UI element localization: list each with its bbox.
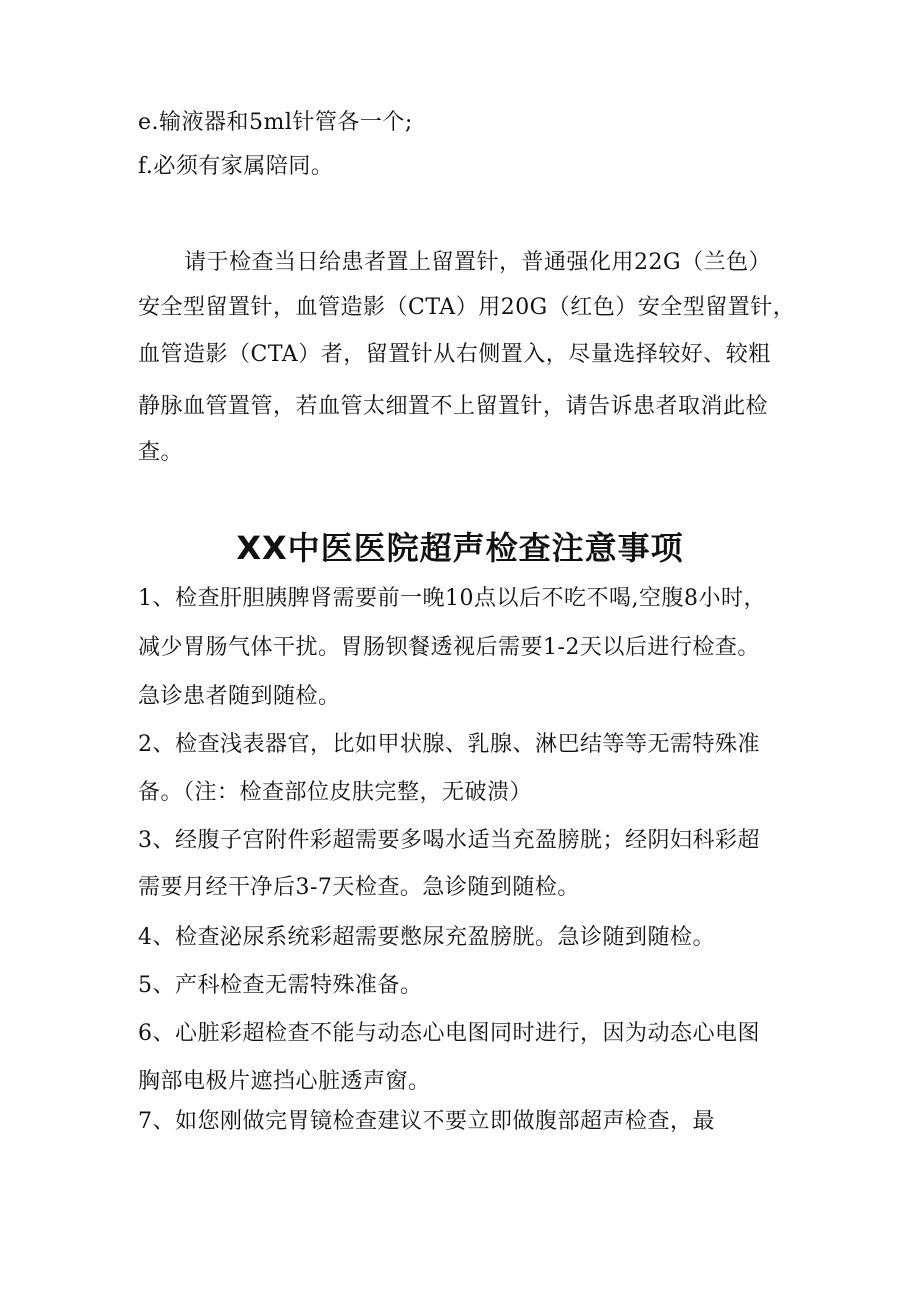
item-line: 4、检查泌尿系统彩超需要憋尿充盈膀胱。急诊随到随检。 [138, 925, 715, 950]
item-line: 2、检查浅表器官，比如甲状腺、乳腺、淋巴结等等无需特殊准 [138, 732, 760, 757]
item-line: 1、检查肝胆胰脾肾需要前一晚10点以后不吃不喝,空腹8小时， [138, 586, 766, 611]
list-item-f: f.必须有家属陪同。 [138, 154, 334, 179]
paragraph-line: 血管造影（CTA）者，留置针从右侧置入，尽量选择较好、较粗 [138, 342, 771, 367]
section-title: XX中医医院超声检查注意事项 [236, 529, 684, 567]
paragraph-line: 查。 [138, 440, 184, 465]
item-line: 减少胃肠气体干扰。胃肠钡餐透视后需要1-2天以后进行检查。 [138, 635, 760, 660]
item-line: 5、产科检查无需特殊准备。 [138, 973, 423, 998]
item-line: 急诊患者随到随检。 [138, 684, 341, 709]
item-line: 6、心脏彩超检查不能与动态心电图同时进行，因为动态心电图 [138, 1021, 760, 1046]
item-line: 胸部电极片遮挡心脏透声窗。 [138, 1069, 431, 1094]
list-item-e: e.输液器和5ml针管各一个; [138, 110, 413, 135]
paragraph-line: 请于检查当日给患者置上留置针，普通强化用22G（兰色） [184, 250, 772, 275]
item-line: 3、经腹子宫附件彩超需要多喝水适当充盈膀胱；经阴妇科彩超 [138, 828, 760, 853]
item-line: 需要月经干净后3-7天检查。急诊随到随检。 [138, 875, 580, 900]
paragraph-line: 静脉血管置管，若血管太细置不上留置针，请告诉患者取消此检 [138, 394, 769, 419]
paragraph-line: 安全型留置针，血管造影（CTA）用20G（红色）安全型留置针， [138, 295, 796, 320]
item-line: 7、如您刚做完胃镜检查建议不要立即做腹部超声检查，最 [138, 1109, 715, 1134]
item-line: 备。（注：检查部位皮肤完整，无破溃） [138, 780, 533, 805]
